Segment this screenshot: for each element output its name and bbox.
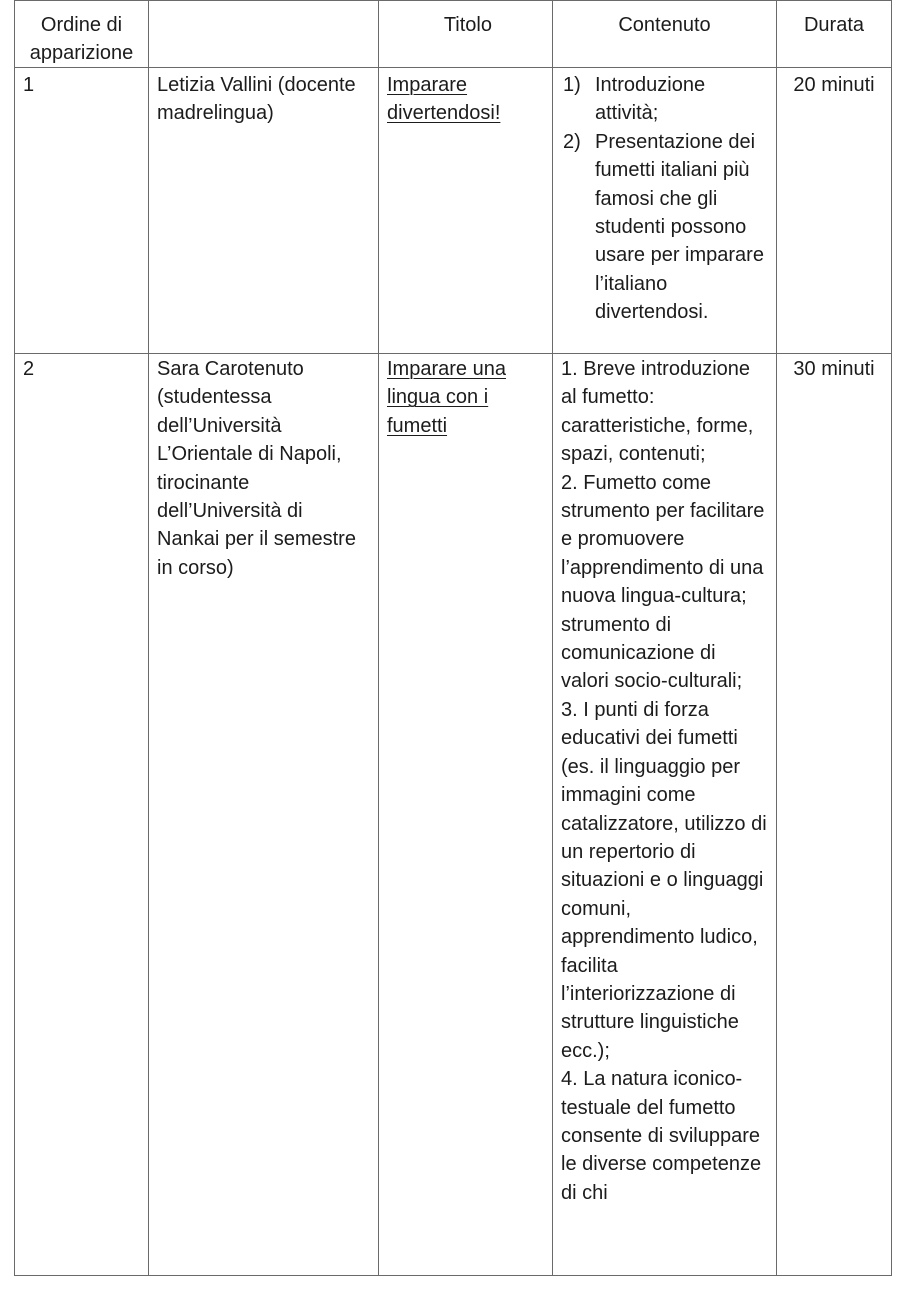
header-order: Ordine di apparizione: [15, 1, 149, 68]
content-paragraph: 1. Breve introduzione al fumetto: caratteristiche, forme, spazi, contenuti;: [561, 358, 754, 466]
table-row: [15, 354, 892, 1276]
title-cell: [379, 68, 553, 354]
list-item-text: Presentazione dei fumetti italiani più famosi che gli studenti possono usare per imparare l’italiano divertendosi.: [595, 130, 764, 324]
duration-cell: 20 minuti: [777, 68, 892, 354]
title-cell: [379, 354, 553, 1276]
content-paragraph: 4. La natura iconico-testuale del fumetto consente di sviluppare le diverse competenze di chi: [561, 1068, 762, 1204]
duration-cell: 30 minuti: [777, 354, 892, 1276]
content-list-item: [561, 128, 768, 327]
program-table-container: [14, 0, 891, 1276]
content-cell: [553, 354, 777, 1276]
program-table: [14, 0, 892, 1276]
content-cell: [553, 68, 777, 354]
list-item-number: 2): [563, 130, 581, 153]
order-cell: 1: [15, 68, 149, 354]
table-header-row: [15, 1, 892, 68]
content-list: [561, 71, 768, 327]
title-link[interactable]: Imparare divertendosi!: [387, 74, 501, 125]
title-link[interactable]: Imparare una lingua con i fumetti: [387, 358, 506, 437]
content-list-item: [561, 71, 768, 128]
order-cell: 2: [15, 354, 149, 1276]
content-paragraph: 3. I punti di forza educativi dei fumetti (es. il linguaggio per immagini come catalizzatore, utilizzo di un repertorio di situazioni e o linguaggi comuni, apprendimento ludico, facilita l’interiorizzazione di strutture linguistiche ecc.);: [561, 698, 767, 1062]
speaker-cell: Sara Carotenuto (studentessa dell’Università L’Orientale di Napoli, tirocinante dell’Università di Nankai per il semestre in corso): [149, 354, 379, 1276]
header-speaker: [149, 1, 379, 68]
list-item-number: 1): [563, 74, 581, 96]
content-paragraph: 2. Fumetto come strumento per facilitare e promuovere l’apprendimento di una nuova lingua-cultura; strumento di comunicazione di valori socio-culturali;: [561, 471, 765, 693]
speaker-cell: Letizia Vallini (docente madrelingua): [149, 68, 379, 354]
list-item-text: Introduzione attività;: [595, 74, 706, 125]
header-duration: Durata: [777, 1, 892, 68]
header-content: Contenuto: [553, 1, 777, 68]
header-title: Titolo: [379, 1, 553, 68]
table-row: [15, 68, 892, 354]
